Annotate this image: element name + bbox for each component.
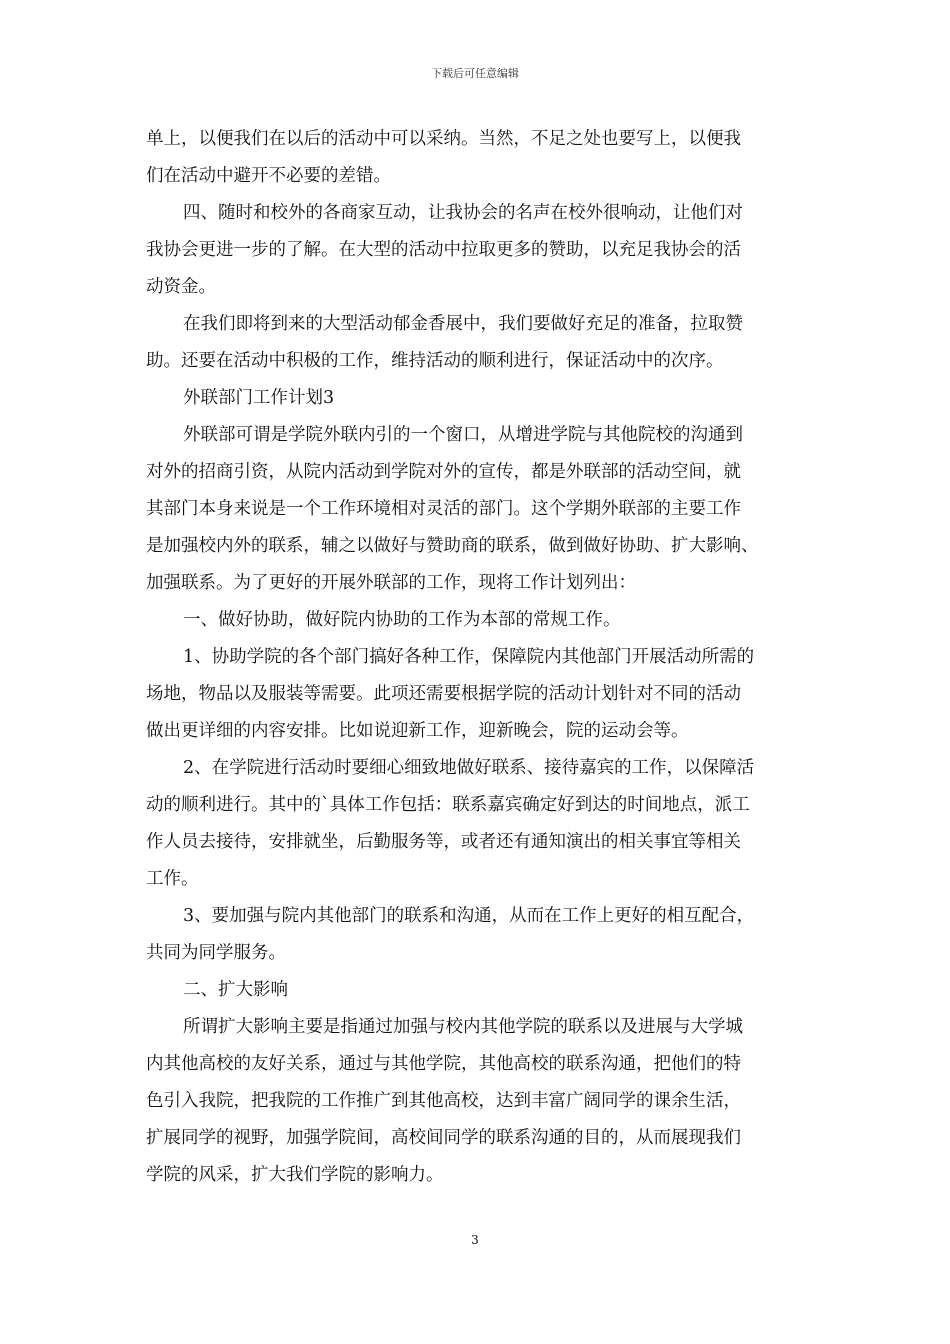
text-line: 色引入我院，把我院的工作推广到其他高校，达到丰富广阔同学的课余生活， bbox=[146, 1091, 741, 1111]
section-title: 外联部门工作计划3 bbox=[183, 388, 335, 408]
text-line: 四、随时和校外的各商家互动，让我协会的名声在校外很响动，让他们对 bbox=[183, 203, 743, 223]
text-line: 是加强校内外的联系，辅之以做好与赞助商的联系，做到做好协助、扩大影响、 bbox=[146, 536, 759, 556]
text-line: 工作。 bbox=[146, 869, 199, 889]
page-number: 3 bbox=[471, 1233, 479, 1247]
text-line: 学院的风采，扩大我们学院的影响力。 bbox=[146, 1165, 444, 1185]
text-line: 其部门本身来说是一个工作环境相对灵活的部门。这个学期外联部的主要工作 bbox=[146, 499, 741, 519]
text-line: 所谓扩大影响主要是指通过加强与校内其他学院的联系以及进展与大学城 bbox=[183, 1017, 743, 1037]
text-line: 一、做好协助，做好院内协助的工作为本部的常规工作。 bbox=[183, 610, 621, 630]
text-line: 1、协助学院的各个部门搞好各种工作，保障院内其他部门开展活动所需的 bbox=[183, 647, 755, 667]
text-line: 场地，物品以及服装等需要。此项还需要根据学院的活动计划针对不同的活动 bbox=[146, 684, 741, 704]
text-line: 我协会更进一步的了解。在大型的活动中拉取更多的赞助，以充足我协会的活 bbox=[146, 240, 741, 260]
text-line: 在我们即将到来的大型活动郁金香展中，我们要做好充足的准备，拉取赞 bbox=[183, 314, 743, 334]
text-line: 2、在学院进行活动时要细心细致地做好联系、接待嘉宾的工作，以保障活 bbox=[183, 758, 755, 778]
page-header: 下载后可任意编辑 bbox=[431, 67, 519, 80]
text-line: 助。还要在活动中积极的工作，维持活动的顺利进行，保证活动中的次序。 bbox=[146, 351, 724, 371]
text-line: 作人员去接待，安排就坐，后勤服务等，或者还有通知演出的相关事宜等相关 bbox=[146, 832, 741, 852]
text-line: 们在活动中避开不必要的差错。 bbox=[146, 166, 391, 186]
text-line: 做出更详细的内容安排。比如说迎新工作，迎新晚会，院的运动会等。 bbox=[146, 721, 689, 741]
text-line: 单上，以便我们在以后的活动中可以采纳。当然，不足之处也要写上，以便我 bbox=[146, 129, 741, 149]
section-heading: 二、扩大影响 bbox=[183, 980, 288, 1000]
text-line: 动的顺利进行。其中的`具体工作包括：联系嘉宾确定好到达的时间地点，派工 bbox=[146, 795, 750, 815]
text-line: 内其他高校的友好关系，通过与其他学院，其他高校的联系沟通，把他们的特 bbox=[146, 1054, 741, 1074]
text-line: 动资金。 bbox=[146, 277, 216, 297]
text-line: 外联部可谓是学院外联内引的一个窗口，从增进学院与其他院校的沟通到 bbox=[183, 425, 743, 445]
text-line: 共同为同学服务。 bbox=[146, 943, 286, 963]
text-line: 对外的招商引资，从院内活动到学院对外的宣传，都是外联部的活动空间，就 bbox=[146, 462, 741, 482]
text-line: 3、要加强与院内其他部门的联系和沟通，从而在工作上更好的相互配合， bbox=[183, 906, 755, 926]
body-text bbox=[146, 121, 811, 1194]
text-line: 加强联系。为了更好的开展外联部的工作，现将工作计划列出： bbox=[146, 573, 636, 593]
text-line: 扩展同学的视野，加强学院间，高校间同学的联系沟通的目的，从而展现我们 bbox=[146, 1128, 741, 1148]
